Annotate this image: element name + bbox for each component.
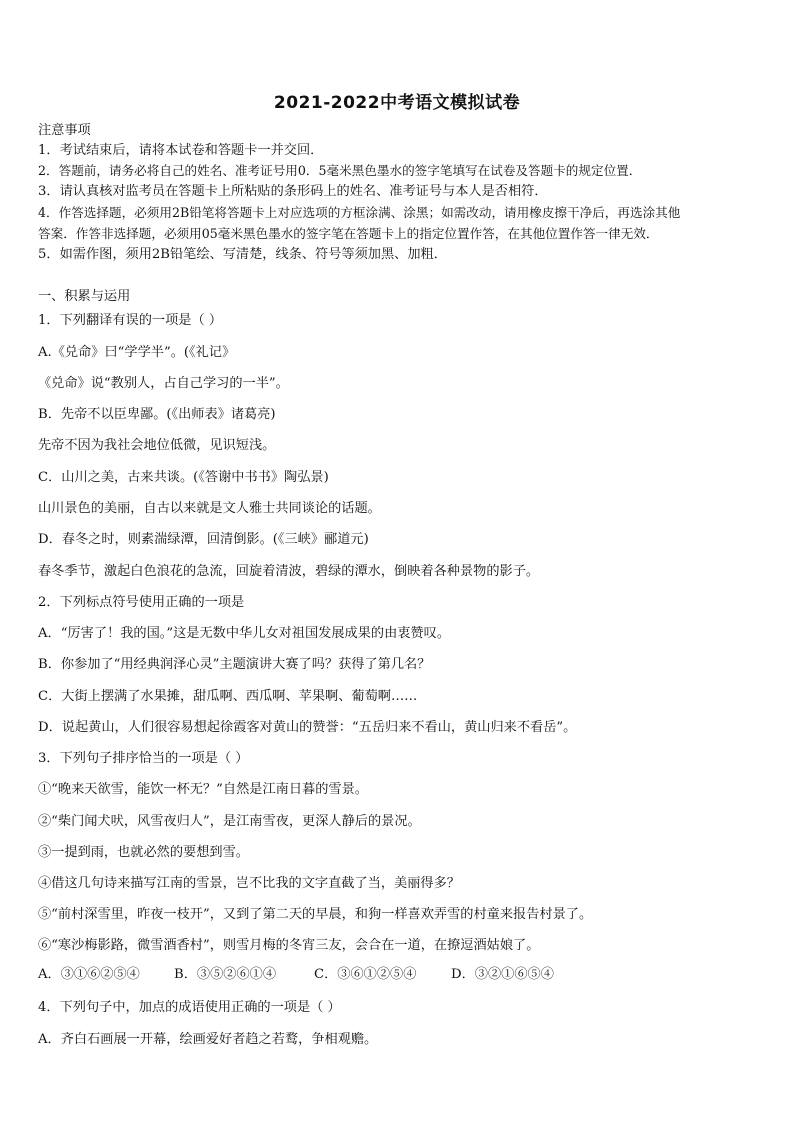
option-text: D．春冬之时，则素湍绿潭，回清倒影。(《三峡》郦道元) [38, 532, 369, 547]
answer-option-d: D．③②①⑥⑤④ [451, 967, 554, 982]
notice-item: 答案．作答非选择题，必须用05毫米黑色墨水的签字笔在答题卡上的指定位置作答，在其他位置作答一律无效． [38, 226, 659, 241]
option-translation: 《兑命》说“教别人，占自己学习的一半”。 [38, 376, 289, 391]
sentence-item: ⑤“前村深雪里，昨夜一枝开”，又到了第二天的早晨，和狗一样喜欢弄雪的村童来报告村景了。 [38, 907, 593, 922]
page-title: 2021-2022中考语文模拟试卷 [273, 93, 521, 113]
option-text: C．山川之美，古来共谈。(《答谢中书书》陶弘景) [38, 470, 329, 485]
option-translation: 山川景色的美丽，自古以来就是文人雅士共同谈论的话题。 [38, 501, 381, 516]
option-text: B．先帝不以臣卑鄙。(《出师表》诸葛亮) [38, 407, 276, 422]
sentence-item: ④借这几句诗来描写江南的雪景，岂不比我的文字直截了当，美丽得多？ [38, 876, 460, 891]
notice-item: 4．作答选择题，必须用2B铅笔将答题卡上对应选项的方框涂满、涂黑；如需改动，请用橡皮擦干净后，再选涂其他 [38, 205, 681, 220]
answer-option-b: B．③⑤②⑥①④ [174, 967, 277, 982]
sentence-item: ⑥“寒沙梅影路，微雪酒香村”，则雪月梅的冬宵三友，会合在一道，在撩逗酒姑娘了。 [38, 938, 540, 953]
option-translation: 先帝不因为我社会地位低微，见识短浅。 [38, 438, 276, 453]
option-translation: 春冬季节，激起白色浪花的急流，回旋着清波，碧绿的潭水，倒映着各种景物的影子。 [38, 564, 540, 579]
answer-option-c: C．③⑥①②⑤④ [314, 967, 417, 982]
sentence-item: ③一提到雨，也就必然的要想到雪。 [38, 845, 249, 860]
question-stem: 3．下列句子排序恰当的一项是（ ） [38, 751, 249, 766]
notice-item: 5．如需作图，须用2B铅笔绘、写清楚，线条、符号等须加黑、加粗． [38, 247, 447, 262]
answer-options-row [38, 966, 554, 984]
notice-item: 1．考试结束后，请将本试卷和答题卡一并交回． [38, 143, 324, 158]
option-text: B．你参加了“用经典润泽心灵”主题演讲大赛了吗？获得了第几名？ [38, 657, 431, 672]
option-text: A．齐白石画展一开幕，绘画爱好者趋之若鹜，争相观赡。 [38, 1032, 378, 1047]
sentence-item: ②“柴门闻犬吠，风雪夜归人”，是江南雪夜，更深人静后的景况。 [38, 814, 421, 829]
question-stem: 4．下列句子中，加点的成语使用正确的一项是（ ） [38, 1000, 341, 1015]
option-text: A．“厉害了！我的国。”这是无数中华儿女对祖国发展成果的由衷赞叹。 [38, 626, 451, 641]
question-stem: 1．下列翻译有误的一项是（ ） [38, 313, 223, 328]
question-stem: 2．下列标点符号使用正确的一项是 [38, 595, 245, 610]
notice-item: 2．答题前，请务必将自己的姓名、准考证号用0．5毫米黑色墨水的签字笔填写在试卷及答题卡的规定位置． [38, 163, 642, 178]
notice-heading: 注意事项 [38, 123, 91, 138]
answer-option-a: A．③①⑥②⑤④ [38, 967, 140, 982]
option-text: C．大街上摆满了水果摊，甜瓜啊、西瓜啊、苹果啊、葡萄啊…… [38, 689, 418, 704]
section-heading: 一、积累与运用 [38, 289, 131, 304]
option-text: D．说起黄山，人们很容易想起徐霞客对黄山的赞誉：“五岳归来不看山，黄山归来不看岳”。 [38, 720, 577, 735]
sentence-item: ①“晚来天欲雪，能饮一杯无？”自然是江南日暮的雪景。 [38, 782, 368, 797]
notice-item: 3．请认真核对监考员在答题卡上所粘贴的条形码上的姓名、准考证号与本人是否相符． [38, 184, 548, 199]
option-text: A.《兑命》曰“学学半”。(《礼记》 [38, 345, 236, 360]
